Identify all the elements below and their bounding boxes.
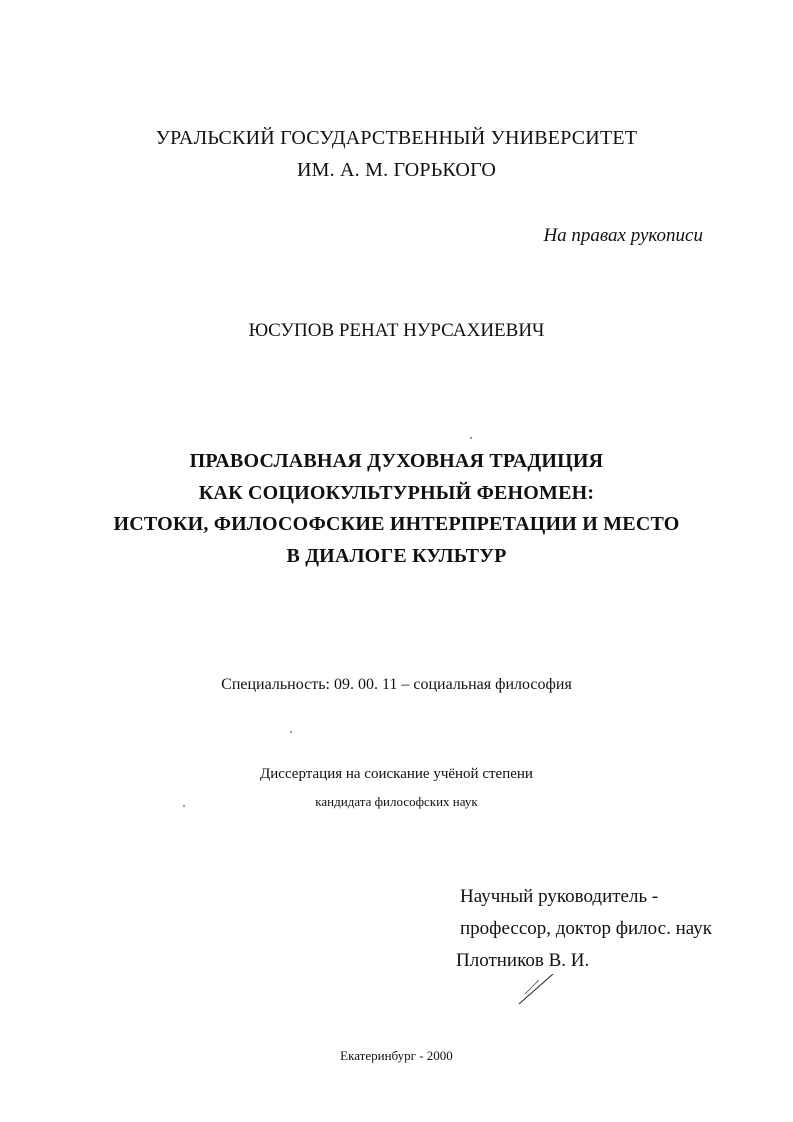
university-name-suffix: ИМ. А. М. ГОРЬКОГО bbox=[297, 159, 496, 181]
scan-speck bbox=[290, 731, 292, 733]
city-year: Екатеринбург - 2000 bbox=[340, 1048, 453, 1063]
dissertation-line-1: Диссертация на соискание учёной степени bbox=[260, 766, 533, 782]
signature-mark bbox=[515, 968, 565, 1008]
adviser-label: Научный руководитель - bbox=[460, 886, 659, 907]
scan-speck bbox=[183, 805, 185, 807]
author-name: ЮСУПОВ РЕНАТ НУРСАХИЕВИЧ bbox=[248, 320, 545, 341]
title-line-3: ИСТОКИ, ФИЛОСОФСКИЕ ИНТЕРПРЕТАЦИИ И МЕСТО bbox=[113, 513, 680, 535]
adviser-name: Плотников В. И. bbox=[456, 950, 590, 971]
adviser-title: профессор, доктор филос. наук bbox=[460, 918, 712, 939]
specialty: Специальность: 09. 00. 11 – социальная философия bbox=[221, 676, 572, 693]
university-name: УРАЛЬСКИЙ ГОСУДАРСТВЕННЫЙ УНИВЕРСИТЕТ bbox=[155, 127, 638, 149]
title-line-2: КАК СОЦИОКУЛЬТУРНЫЙ ФЕНОМЕН: bbox=[198, 482, 595, 504]
title-line-4: В ДИАЛОГЕ КУЛЬТУР bbox=[286, 545, 507, 567]
dissertation-line-2: кандидата философских наук bbox=[315, 794, 478, 809]
scan-speck bbox=[470, 437, 472, 439]
title-line-1: ПРАВОСЛАВНАЯ ДУХОВНАЯ ТРАДИЦИЯ bbox=[189, 450, 604, 472]
manuscript-note: На правах рукописи bbox=[543, 225, 703, 246]
